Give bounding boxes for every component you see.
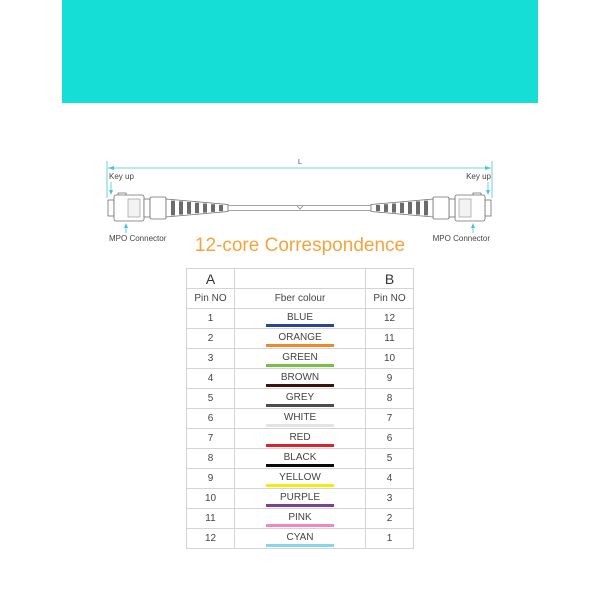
pin-a-cell: 6 — [187, 409, 235, 429]
key-up-label-left: Key up — [109, 172, 134, 181]
empty-header-cell — [235, 269, 366, 289]
fiber-colour-name: RED — [289, 432, 311, 443]
fiber-colour-name: BLUE — [286, 312, 314, 323]
length-label: L — [298, 159, 302, 166]
pin-b-cell: 1 — [366, 529, 414, 549]
table-row — [187, 509, 414, 529]
fiber-colour-name: WHITE — [283, 412, 317, 423]
fiber-colour-swatch — [266, 484, 334, 487]
key-up-label-right: Key up — [466, 172, 491, 181]
pin-correspondence-table — [186, 268, 414, 549]
pin-b-cell: 4 — [366, 469, 414, 489]
fiber-colour-cell — [235, 509, 366, 529]
header-row — [187, 269, 414, 289]
fiber-colour-swatch — [266, 464, 334, 467]
fiber-colour-swatch — [266, 344, 334, 347]
section-title: 12-core Correspondence — [194, 235, 406, 256]
pin-b-cell: 11 — [366, 329, 414, 349]
fiber-colour-swatch — [266, 524, 334, 527]
pin-b-cell: 2 — [366, 509, 414, 529]
fiber-colour-name: ORANGE — [278, 332, 322, 343]
fiber-colour-cell — [235, 489, 366, 509]
pin-a-cell: 3 — [187, 349, 235, 369]
table-row — [187, 349, 414, 369]
fiber-colour-header: Fber colour — [235, 289, 366, 309]
fiber-colour-cell — [235, 529, 366, 549]
pin-a-cell: 5 — [187, 389, 235, 409]
fiber-colour-name: BLACK — [283, 452, 317, 463]
table-row — [187, 309, 414, 329]
table-row — [187, 329, 414, 349]
fiber-colour-swatch — [266, 544, 334, 547]
fiber-colour-swatch — [266, 384, 334, 387]
fiber-colour-swatch — [266, 444, 334, 447]
table-row — [187, 469, 414, 489]
pin-a-cell: 4 — [187, 369, 235, 389]
pin-a-cell: 9 — [187, 469, 235, 489]
table-body — [187, 309, 414, 549]
fiber-colour-cell — [235, 349, 366, 369]
fiber-colour-swatch — [266, 424, 334, 427]
pin-a-cell: 8 — [187, 449, 235, 469]
pin-b-cell: 7 — [366, 409, 414, 429]
table-head — [187, 269, 414, 309]
end-a-header: A — [187, 269, 235, 289]
pin-a-cell: 10 — [187, 489, 235, 509]
pin-b-header: Pin NO — [366, 289, 414, 309]
fiber-colour-cell — [235, 449, 366, 469]
fiber-colour-swatch — [266, 324, 334, 327]
pin-b-cell: 9 — [366, 369, 414, 389]
fiber-colour-cell — [235, 409, 366, 429]
fiber-colour-name: GREY — [285, 392, 315, 403]
pin-b-cell: 10 — [366, 349, 414, 369]
fiber-colour-cell — [235, 429, 366, 449]
fiber-colour-name: BROWN — [280, 372, 320, 383]
fiber-colour-name: YELLOW — [279, 472, 321, 483]
table-row — [187, 409, 414, 429]
fiber-colour-swatch — [266, 364, 334, 367]
pin-a-cell: 11 — [187, 509, 235, 529]
pin-b-cell: 6 — [366, 429, 414, 449]
pin-a-cell: 7 — [187, 429, 235, 449]
fiber-colour-swatch — [266, 404, 334, 407]
pin-a-header: Pin NO — [187, 289, 235, 309]
table-row — [187, 489, 414, 509]
cable-center-mark — [297, 206, 303, 209]
fiber-colour-cell — [235, 469, 366, 489]
table-row — [187, 529, 414, 549]
table-row — [187, 369, 414, 389]
mpo-connector-label-left: MPO Connector — [109, 234, 167, 243]
fiber-colour-cell — [235, 329, 366, 349]
pin-a-cell: 1 — [187, 309, 235, 329]
fiber-colour-name: CYAN — [286, 532, 314, 543]
fiber-colour-cell — [235, 389, 366, 409]
subheader-row — [187, 289, 414, 309]
table-row — [187, 389, 414, 409]
left-connector — [107, 161, 300, 233]
end-b-header: B — [366, 269, 414, 289]
fiber-colour-cell — [235, 369, 366, 389]
pin-b-cell: 8 — [366, 389, 414, 409]
table-row — [187, 429, 414, 449]
pin-b-cell: 3 — [366, 489, 414, 509]
pin-b-cell: 5 — [366, 449, 414, 469]
fiber-colour-swatch — [266, 504, 334, 507]
fiber-colour-cell — [235, 309, 366, 329]
top-banner — [62, 0, 538, 103]
mpo-connector-label-right: MPO Connector — [432, 234, 490, 243]
pin-b-cell: 12 — [366, 309, 414, 329]
fiber-colour-name: PINK — [288, 512, 312, 523]
pin-a-cell: 2 — [187, 329, 235, 349]
pin-a-cell: 12 — [187, 529, 235, 549]
fiber-colour-name: GREEN — [282, 352, 318, 363]
right-connector — [299, 161, 492, 233]
table-row — [187, 449, 414, 469]
fiber-colour-name: PURPLE — [279, 492, 320, 503]
